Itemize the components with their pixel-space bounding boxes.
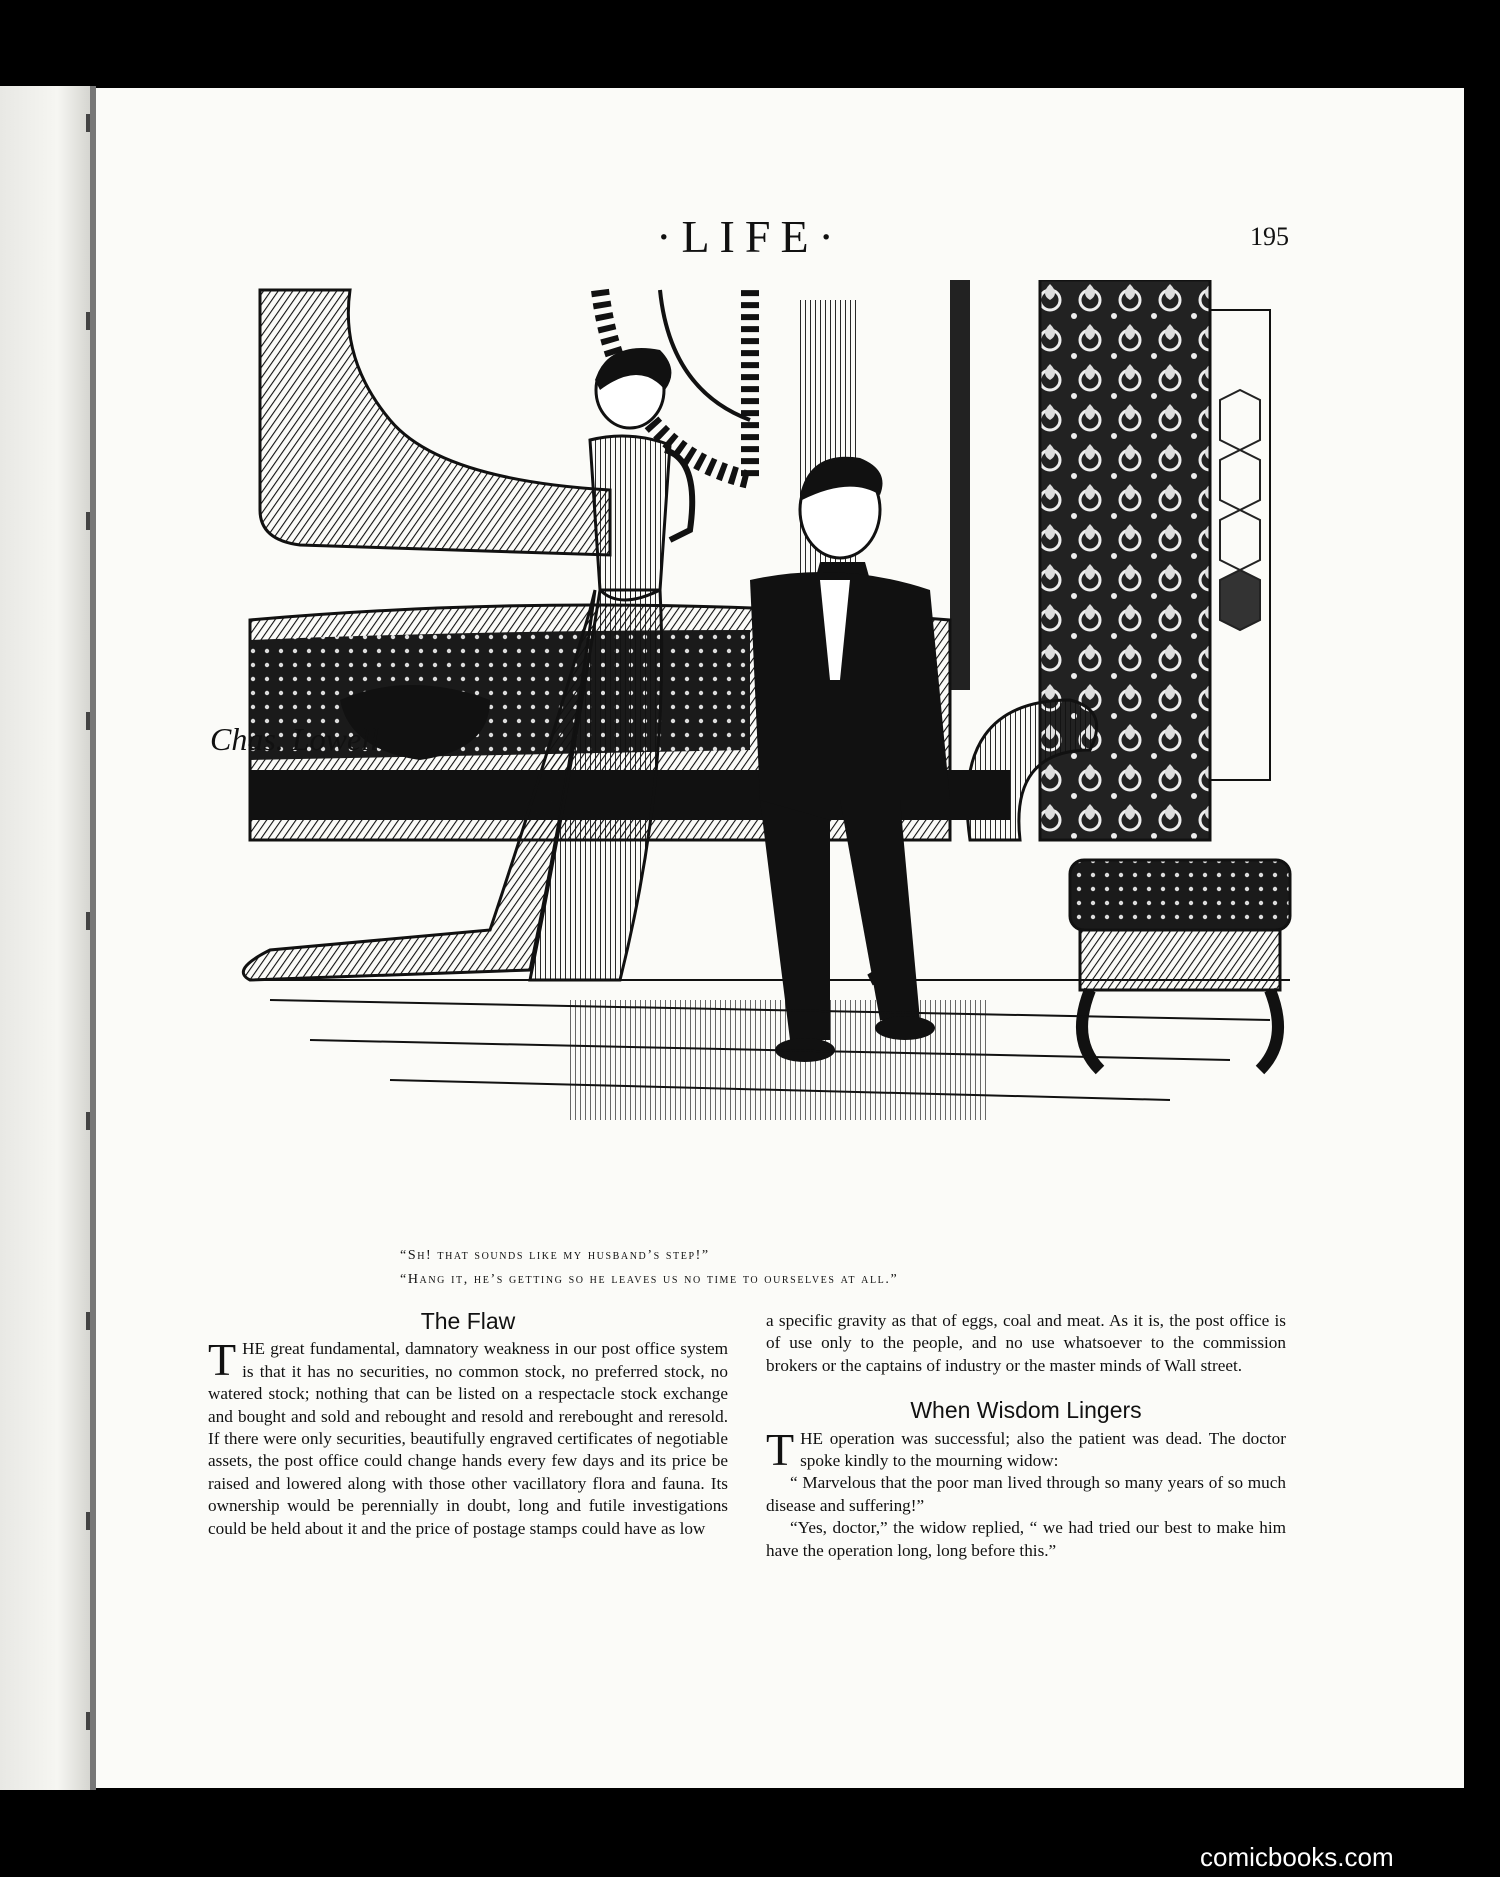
drop-cap: T: [208, 1334, 237, 1386]
article-continuation: [766, 1310, 1286, 1562]
article-body-continued: a specific gravity as that of eggs, coal and meat. As it is, the post office is of use only to the people, and no use whatsoever to the commission brokers or the captains of industry or the master minds of Wall street.: [766, 1311, 1286, 1375]
article-title-2: When Wisdom Lingers: [910, 1397, 1142, 1424]
caption-line-2: “Hang it, he’s getting so he leaves us no time to ourselves at all.”: [400, 1272, 899, 1287]
arched-mirror-frame: [260, 290, 750, 555]
artist-signature: Chas. Lowell: [210, 721, 379, 757]
binding-edge: [0, 86, 96, 1790]
article-2-paragraph-1: [766, 1423, 1286, 1475]
footstool: [1070, 860, 1290, 1070]
article-2-paragraph-3: “Yes, doctor,” the widow replied, “ we had tried our best to make him have the operation long, long before this.”: [766, 1518, 1286, 1560]
drop-cap-2: T: [766, 1423, 795, 1475]
tapestry-curtain: [1040, 280, 1210, 840]
article-text: HE great fundamental, damnatory weakness in our post office system is that it has no securities, no common stock, no preferred stock, no watered stock; nothing that can be listed on a respectacle stock exchange and bought and sold and rebought and resold and rerebought and reresold. If there were only securities, beautifully engraved certificates of negotiable assets, the post office could change hands every few days and its price be raised and lowered along with those other vacillatory flora and fauna. Its ownership would be perennially in doubt, long and futile investigations could be held about it and the price of postage stamps could have as low: [208, 1339, 728, 1538]
man-figure: [750, 457, 950, 1062]
caption-line-1: “Sh! that sounds like my husband’s step!”: [400, 1248, 710, 1263]
site-watermark: comicbooks.com: [1200, 1842, 1394, 1872]
article-title: The Flaw: [420, 1308, 516, 1334]
illustration-caption: [400, 1244, 1160, 1292]
article-the-flaw: [208, 1310, 728, 1540]
article-2-text-1: HE operation was successful; also the patient was dead. The doctor spoke kindly to the mourning widow:: [800, 1428, 1286, 1471]
article-body: [208, 1334, 728, 1540]
pen-and-ink-illustration: [190, 280, 1320, 1240]
floor: [250, 980, 1290, 1120]
leaded-glass: [1220, 390, 1260, 630]
masthead: ·LIFE·: [656, 211, 844, 262]
article-2-paragraph-2: “ Marvelous that the poor man lived through so many years of so much disease and suffering!”: [766, 1473, 1286, 1515]
page-number: 195: [1250, 222, 1289, 251]
